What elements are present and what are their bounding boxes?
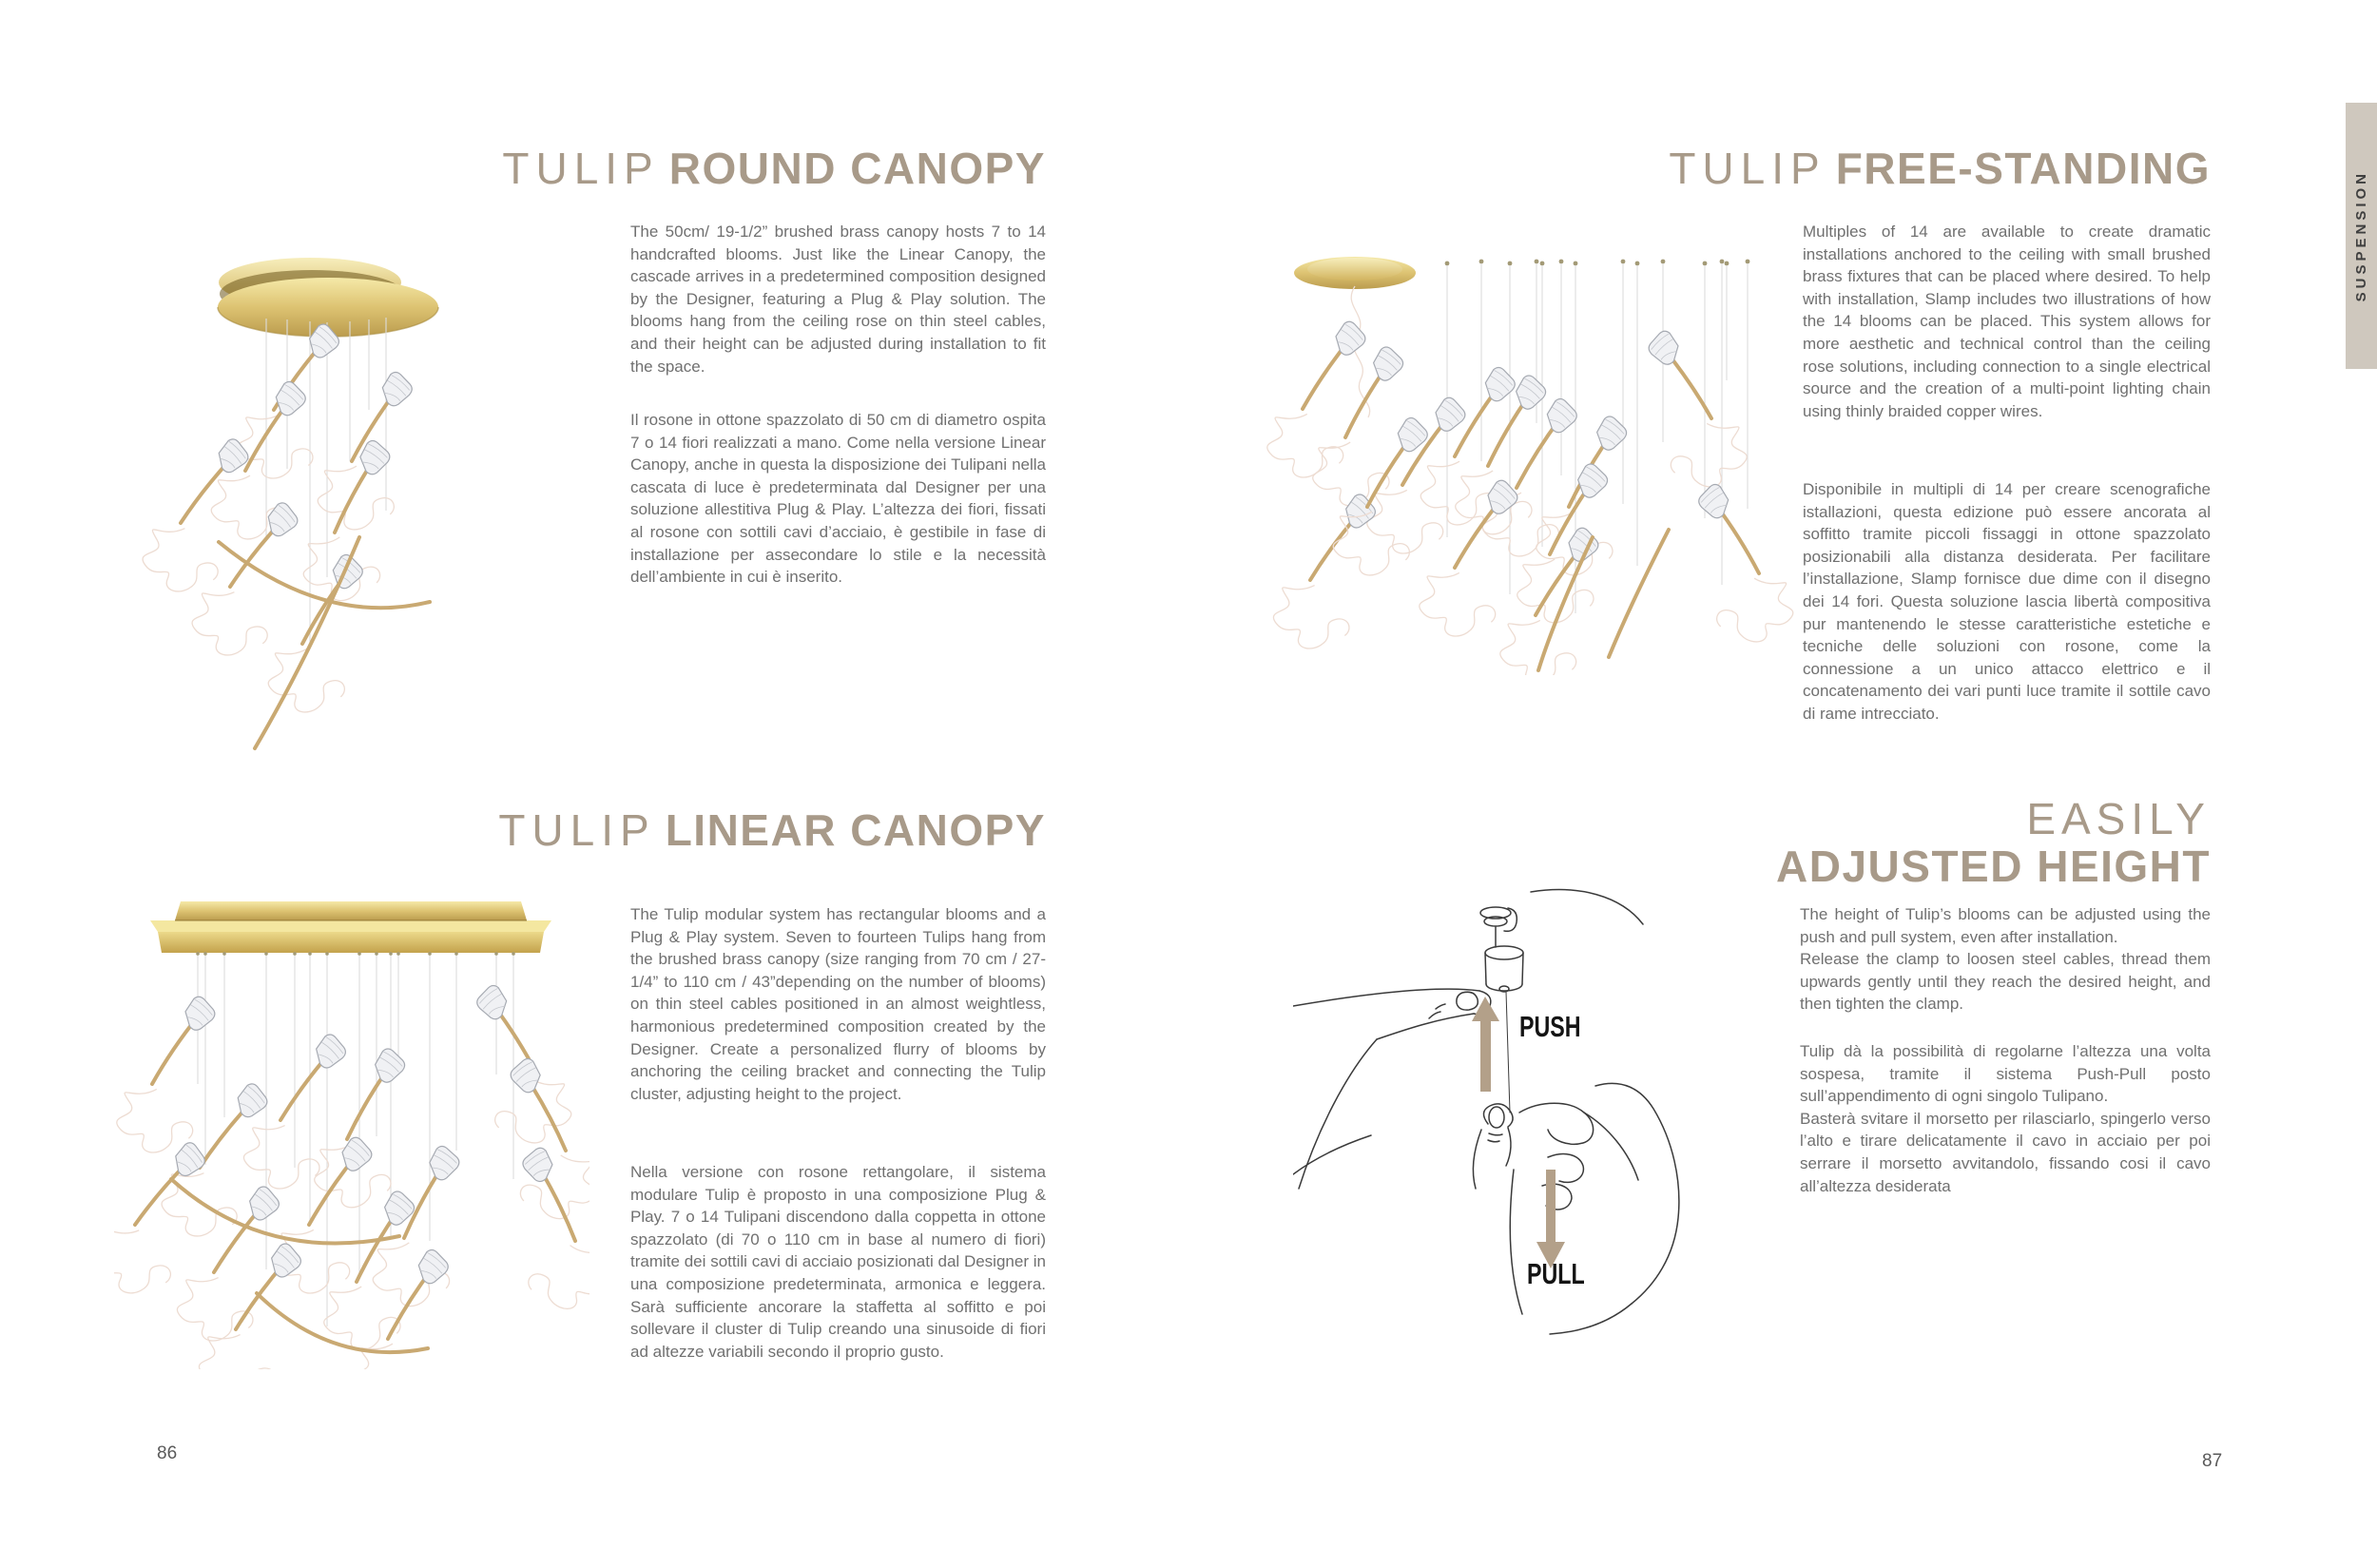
free-standing-title [1574, 145, 2211, 192]
round-canopy-title-light: TULIP [502, 144, 660, 193]
round-canopy-paragraph-it: Il rosone in ottone spazzolato di 50 cm di diametro ospita 7 o 14 fiori realizzati a mano. Come nella versione Linear Canopy, anche in questa la disposizione dei Tulipani nella cascata di luce è predeterminata dal Designer per una soluzione allestitiva Plug & Play. L’altezza dei fiori, fissati al rosone con sottili cavi d’acciaio, è gestibile in fase di installazione per assecondare lo stile e la necessità dell’ambiente in cui è inserito. [630, 411, 1046, 587]
round-canopy-cables [266, 318, 386, 644]
push-arrow-up-icon [1472, 997, 1499, 1092]
adjusted-height-title-light: EASILY [2026, 794, 2211, 843]
linear-canopy-title-light: TULIP [498, 805, 656, 855]
free-standing-title-light: TULIP [1669, 144, 1826, 193]
free-standing-paragraph-en: Multiples of 14 are available to create dramatic installations anchored to the ceiling with small brushed brass fixtures that can be placed where desired. To help with installation, Slamp includes two illustrations of how the 14 blooms can be placed. This system allows for more aesthetic and technical control than the ceiling rose solutions, including connection to a single electrical source and the creation of a multi-point lighting chain using thinly braided copper wires. [1803, 223, 2211, 420]
push-pull-drawing [1293, 884, 1749, 1341]
linear-canopy-bar [150, 901, 551, 953]
free-standing-paragraph-it: Disponibile in multipli di 14 per creare scenografiche istallazioni, questa edizione può essere ancorata al soffitto tramite piccoli fissaggi in ottone spazzolato posizionabili alla distanza desiderata. Per facilitare l’installazione, Slamp fornisce due dime con il disegno dei 14 fori. Questa soluzione lascia libertà compositiva pur mantenendo le stesse caratteristiche estetiche e tecniche delle soluzioni con rosone, come la connessione a un unico attacco elettrico e il concatenamento dei vari punti luce tramite il sottile cavo di rame intrecciato. [1803, 480, 2211, 723]
linear-canopy-blooms [114, 979, 589, 1369]
round-canopy-title [409, 145, 1046, 192]
free-standing-title-bold: FREE-STANDING [1835, 144, 2211, 193]
round-canopy-illustration [124, 223, 523, 751]
adjusted-height-paragraphs-en [1800, 903, 2211, 1016]
linear-canopy-title [409, 806, 1046, 854]
adjusted-height-title [1574, 795, 2211, 890]
free-standing-blooms [1265, 317, 1797, 675]
suspension-section-tab [2346, 103, 2377, 369]
suspension-tab-label: SUSPENSION [2353, 169, 2369, 302]
adjusted-height-title-bold: ADJUSTED HEIGHT [1776, 842, 2211, 891]
linear-canopy-illustration [114, 894, 589, 1369]
linear-canopy-title-bold: LINEAR CANOPY [665, 805, 1046, 855]
left-page-number: 86 [157, 1443, 178, 1463]
upper-hand-illustration [1293, 890, 1643, 1189]
push-label: PUSH [1519, 1010, 1581, 1043]
adjusted-height-paragraph-en-2: Release the clamp to loosen steel cables, thread them upwards gently until they reach the desired height, and then tighten the clamp. [1800, 950, 2211, 1014]
ceiling-hook-icon [1480, 907, 1517, 947]
linear-canopy-paragraph-it: Nella versione con rosone rettangolare, il sistema modulare Tulip è proposto in una composizione Plug & Play. 7 o 14 Tulipani discendono dalla coppetta in ottone spazzolato (di 70 o 110 cm in base al numero di fiori) tramite dei sottili cavi di acciaio posizionati dal Designer in una composizione predeterminata, armonica e leggera. Sarà sufficiente ancorare la staffetta al soffitto e poi sollevare il cluster di Tulip creando una sinusoide di fiori ad altezze variabili secondo il proprio gusto. [630, 1163, 1046, 1361]
push-pull-illustration [1293, 884, 1749, 1341]
free-standing-illustration [1265, 223, 1797, 675]
right-page-number: 87 [2202, 1451, 2223, 1471]
round-canopy-paragraph-en: The 50cm/ 19-1/2” brushed brass canopy hosts 7 to 14 handcrafted blooms. Just like the Linear Canopy, the cascade arrives in a predetermined composition designed by the Designer, featuring a Plug & Play solution. The blooms hang from the ceiling rose on thin steel cables, and their height can be adjusted during installation to fit the space. [630, 223, 1046, 376]
round-canopy-disc [218, 258, 438, 337]
pull-arrow-down-icon [1536, 1170, 1565, 1268]
round-canopy-blooms [134, 319, 437, 748]
adjusted-height-paragraph-it-1: Tulip dà la possibilità di regolarne l’altezza una volta sospesa, tramite il sistema Push-Pull posto sull’appendimento di ogni singolo Tulipano. [1800, 1042, 2211, 1106]
pull-label: PULL [1527, 1257, 1585, 1290]
lower-hand-illustration [1473, 1083, 1679, 1334]
free-standing-cables [1445, 260, 1750, 613]
adjusted-height-paragraphs-it [1800, 1040, 2211, 1197]
adjusted-height-paragraph-it-2: Basterà svitare il morsetto per rilasciarlo, spingerlo verso l’alto e tirare delicatamente il cavo in acciaio per poi serrare il morsetto avvitandolo, fissando cosi il cavo all’altezza desiderata [1800, 1109, 2211, 1195]
round-canopy-title-bold: ROUND CANOPY [668, 144, 1046, 193]
linear-canopy-paragraph-en: The Tulip modular system has rectangular blooms and a Plug & Play system. Seven to fourteen Tulips hang from the brushed brass canopy (size ranging from 70 cm / 27-1/4” to 110 cm / 43”depending on the number of blooms) on thin steel cables positioned in an almost weightless, harmonious predetermined composition created by the Designer. Create a personalized flurry of blooms by anchoring the ceiling bracket and connecting the Tulip cluster, adjusting height to the project. [630, 905, 1046, 1103]
adjusted-height-paragraph-en-1: The height of Tulip’s blooms can be adjusted using the push and pull system, even after installation. [1800, 905, 2211, 946]
